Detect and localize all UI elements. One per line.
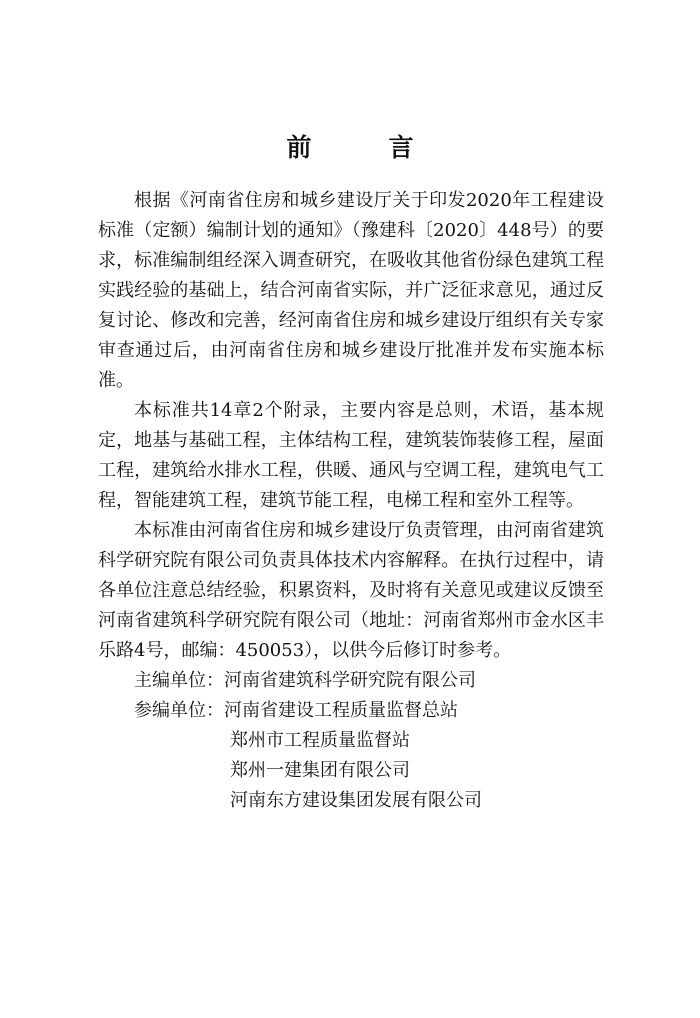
chief-unit-name: 河南省建筑科学研究院有限公司 [224, 670, 476, 691]
participating-unit-name: 河南省建设工程质量监督总站 [224, 700, 458, 721]
chief-unit-label: 主编单位： [134, 670, 224, 691]
participating-unit-name: 郑州市工程质量监督站 [230, 730, 410, 751]
participating-unit-line [98, 756, 604, 786]
preface-body [98, 186, 604, 816]
paragraph-management: 本标准由河南省住房和城乡建设厅负责管理，由河南省建筑科学研究院有限公司负责具体技术内容解释。在执行过程中，请各单位注意总结经验，积累资料，及时将有关意见或建议反馈至河南省建筑科学研究院有限公司（地址：河南省郑州市金水区丰乐路4号，邮编：450053），以供今后修订时参考。 [98, 520, 604, 661]
participating-unit-name: 河南东方建设集团发展有限公司 [230, 790, 482, 811]
page-title: 前 言 [286, 133, 440, 162]
participating-unit-label: 参编单位： [134, 700, 224, 721]
chief-unit-line [98, 666, 604, 696]
participating-unit-line [98, 696, 604, 726]
participating-unit-name: 郑州一建集团有限公司 [230, 760, 410, 781]
paragraph-basis: 根据《河南省住房和城乡建设厅关于印发2020年工程建设标准（定额）编制计划的通知》（豫建科〔2020〕448号）的要求，标准编制组经深入调查研究，在吸收其他省份绿色建筑工程实践经验的基础上，结合河南省实际，并广泛征求意见，通过反复讨论、修改和完善，经河南省住房和城乡建设厅组织有关专家审查通过后，由河南省住房和城乡建设厅批准并发布实施本标准。 [98, 190, 604, 391]
participating-unit-line [98, 726, 604, 756]
participating-unit-line [98, 786, 604, 816]
paragraph-contents: 本标准共14章2个附录，主要内容是总则，术语，基本规定，地基与基础工程，主体结构工程，建筑装饰装修工程，屋面工程，建筑给水排水工程，供暖、通风与空调工程，建筑电气工程，智能建筑工程，建筑节能工程，电梯工程和室外工程等。 [98, 400, 604, 511]
